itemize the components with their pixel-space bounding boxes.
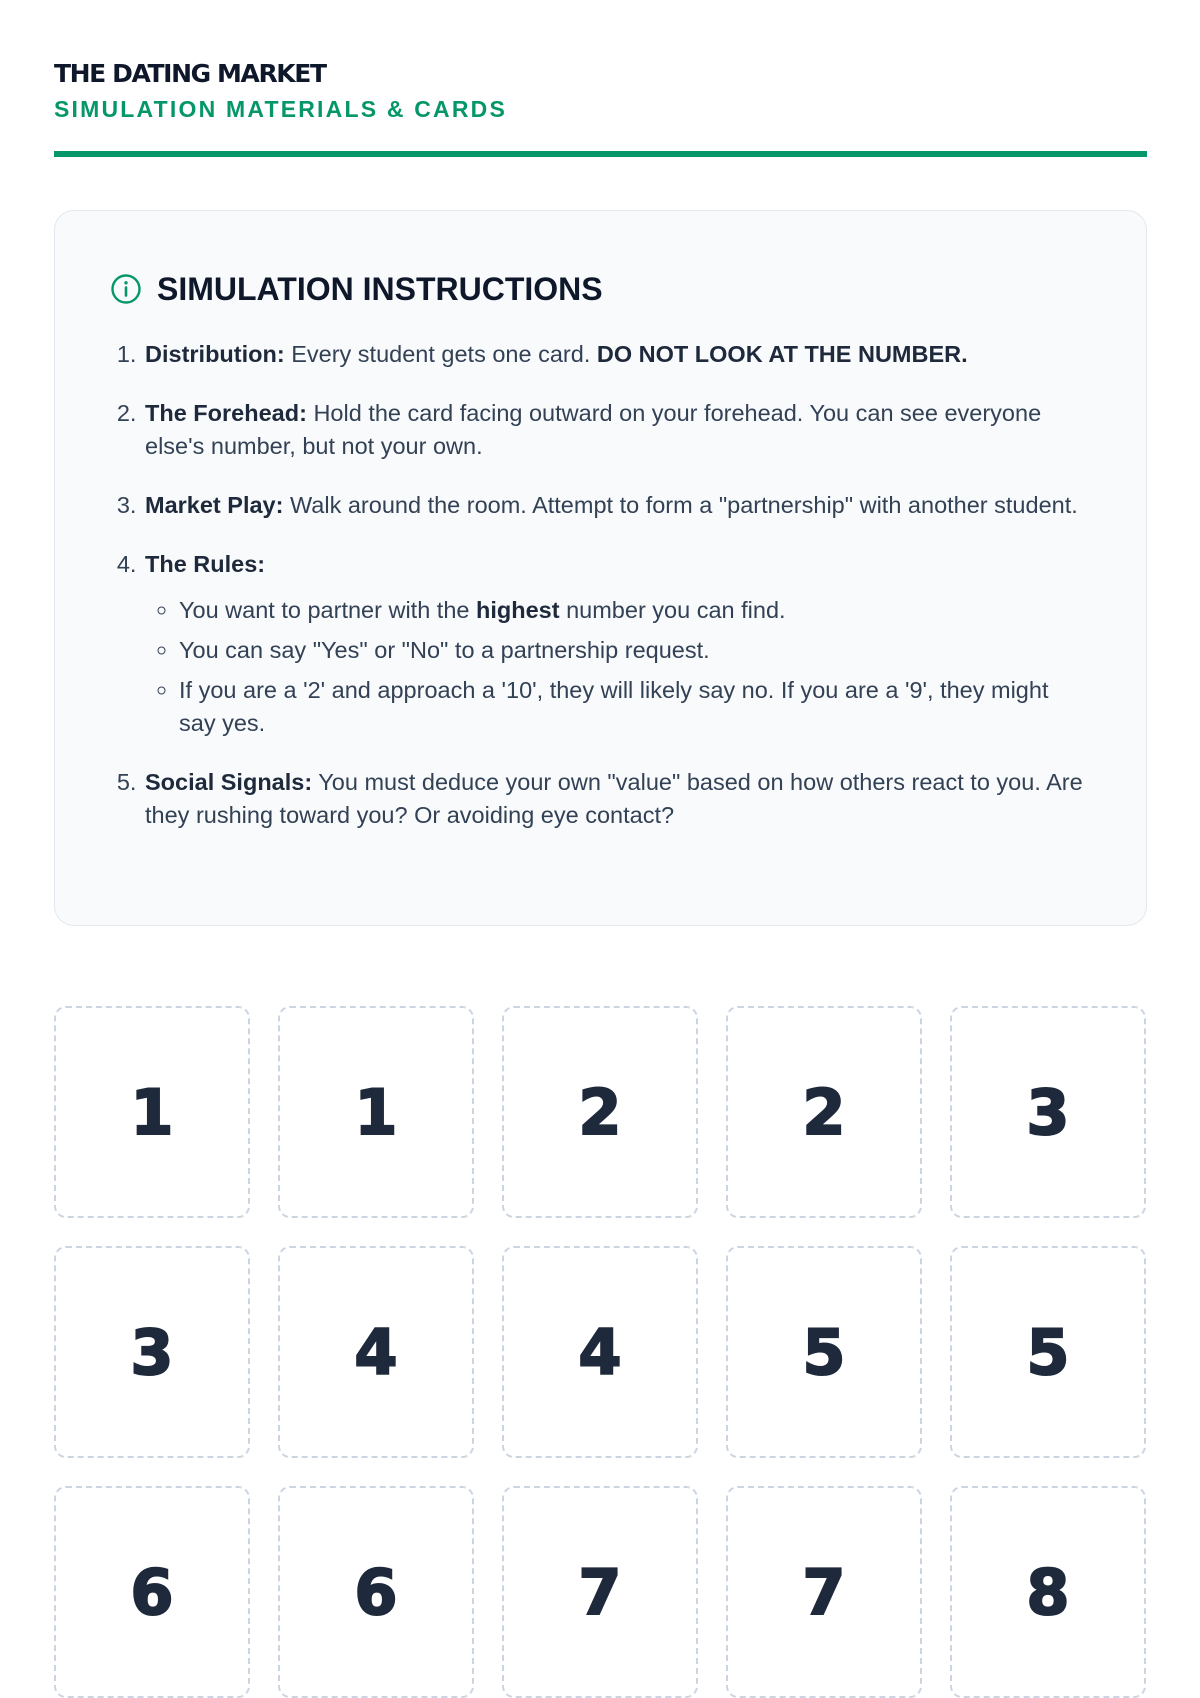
step-label: Market Play: <box>145 492 284 518</box>
header-divider <box>54 151 1147 157</box>
step-text: You must deduce your own "value" based on how others react to you. Are they rushing toward you? Or avoiding eye contact? <box>145 769 1083 828</box>
card-number: 6 <box>130 1555 174 1629</box>
document-title: THE DATING MARKET <box>54 59 326 88</box>
instructions-header <box>110 269 1091 309</box>
card-number: 2 <box>802 1075 846 1149</box>
rule-text: If you are a '2' and approach a '10', they will likely say no. If you are a '9', they might say yes. <box>179 677 1049 736</box>
card-number: 6 <box>354 1555 398 1629</box>
number-card <box>950 1246 1146 1458</box>
number-card <box>54 1246 250 1458</box>
number-card <box>950 1486 1146 1698</box>
cards-grid <box>54 1006 1147 1698</box>
card-number: 4 <box>354 1315 398 1389</box>
number-card <box>502 1246 698 1458</box>
card-number: 4 <box>578 1315 622 1389</box>
page <box>54 0 1147 1698</box>
step-emphasis: DO NOT LOOK AT THE NUMBER. <box>596 341 968 367</box>
number-card <box>726 1006 922 1218</box>
info-icon <box>110 273 142 305</box>
step-label: The Forehead: <box>145 400 307 426</box>
card-number: 5 <box>1026 1315 1070 1389</box>
rule-item <box>179 594 1091 627</box>
rule-text: You can say "Yes" or "No" to a partnership request. <box>179 637 710 663</box>
step-text: Hold the card facing outward on your forehead. You can see everyone else's number, but not your own. <box>145 400 1042 459</box>
rule-text: You want to partner with the <box>179 597 476 623</box>
number-card <box>278 1486 474 1698</box>
document-header <box>54 0 1147 157</box>
number-card <box>54 1006 250 1218</box>
document-subtitle: SIMULATION MATERIALS & CARDS <box>54 96 508 122</box>
step-text: Every student gets one card. <box>291 341 597 367</box>
step-label: The Rules: <box>145 551 266 577</box>
number-card <box>278 1006 474 1218</box>
instruction-steps <box>110 338 1091 832</box>
step-label: Distribution: <box>145 341 285 367</box>
rule-text: number you can find. <box>559 597 786 623</box>
number-card <box>726 1486 922 1698</box>
step-forehead <box>143 397 1091 463</box>
number-card <box>950 1006 1146 1218</box>
number-card <box>502 1006 698 1218</box>
rule-item <box>179 674 1091 740</box>
number-card <box>278 1246 474 1458</box>
step-label: Social Signals: <box>145 769 313 795</box>
step-text: Walk around the room. Attempt to form a "partnership" with another student. <box>289 492 1078 518</box>
number-card <box>502 1486 698 1698</box>
instructions-panel <box>54 210 1147 926</box>
step-rules <box>143 548 1091 740</box>
card-number: 1 <box>354 1075 398 1149</box>
number-card <box>54 1486 250 1698</box>
card-number: 2 <box>578 1075 622 1149</box>
step-market-play <box>143 489 1091 522</box>
card-number: 8 <box>1026 1555 1070 1629</box>
step-social-signals <box>143 766 1091 832</box>
number-card <box>726 1246 922 1458</box>
card-number: 5 <box>802 1315 846 1389</box>
card-number: 1 <box>130 1075 174 1149</box>
card-number: 3 <box>1026 1075 1070 1149</box>
instructions-title: SIMULATION INSTRUCTIONS <box>157 271 603 307</box>
card-number: 7 <box>802 1555 846 1629</box>
card-number: 7 <box>578 1555 622 1629</box>
step-distribution <box>143 338 1091 371</box>
rule-item <box>179 634 1091 667</box>
card-number: 3 <box>130 1315 174 1389</box>
rule-emphasis: highest <box>476 597 560 623</box>
rules-list <box>145 594 1091 740</box>
